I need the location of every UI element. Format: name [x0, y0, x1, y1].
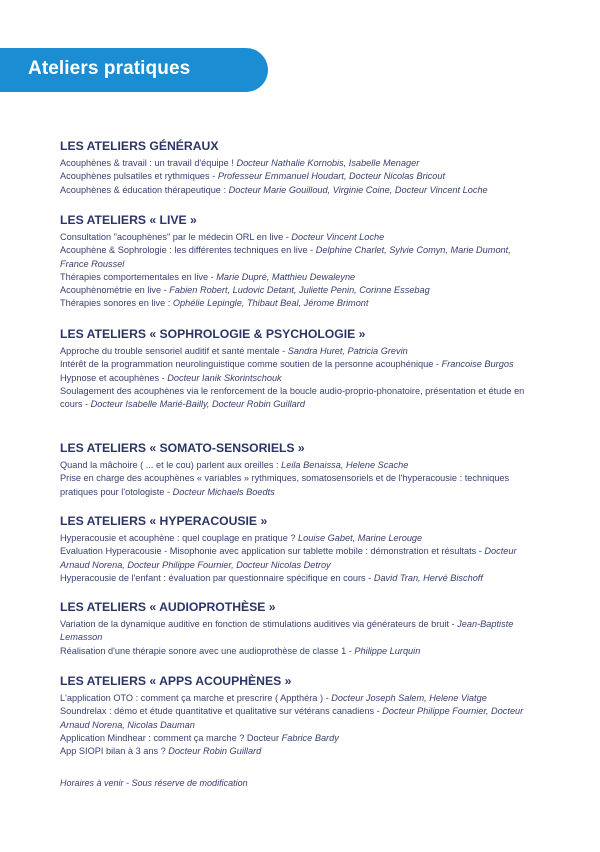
workshop-title: Acouphènes & travail : un travail d'équipe ! [60, 158, 237, 168]
section-title: LES ATELIERS « AUDIOPROTHÈSE » [60, 600, 276, 614]
workshop-item [60, 231, 530, 244]
workshop-title: Soulagement des acouphènes via le renforcement de la boucle audio-proprio-phonatoire, présentation et étude en cours - [60, 385, 525, 410]
workshop-item [60, 572, 530, 585]
workshop-speakers: Leila Benaissa, Helene Scache [281, 460, 409, 470]
workshop-speakers: Docteur Michaels Boedts [172, 486, 275, 497]
workshop-item [60, 459, 530, 472]
workshop-speakers: Docteur Arnaud Norena, Docteur Philippe Fournier, Docteur Nicolas Detroy [60, 546, 517, 570]
workshop-item [60, 157, 530, 170]
workshop-speakers: Docteur Joseph Salem, Helene Viatge [331, 693, 487, 703]
workshop-title: Thérapies sonores en live : [60, 298, 173, 309]
workshop-title: Application Mindhear : comment ça marche ? Docteur [60, 732, 282, 743]
workshop-section [60, 327, 530, 411]
workshop-speakers: Louise Gabet, Marine Lerouge [298, 533, 423, 543]
workshop-title: Variation de la dynamique auditive en fonction de stimulations auditives via générateurs de bruit - [60, 619, 458, 629]
section-title: LES ATELIERS « SOMATO-SENSORIELS » [60, 441, 305, 455]
workshop-speakers: Docteur Vincent Loche [291, 232, 385, 242]
workshop-speakers: Docteur Isabelle Marié-Bailly, Docteur Robin Guillard [90, 399, 305, 410]
section-title: LES ATELIERS « HYPERACOUSIE » [60, 514, 268, 528]
workshop-title: Soundrelax : démo et étude quantitative et qualitative sur vétérans canadiens - [60, 706, 383, 717]
workshop-speakers: Professeur Emmanuel Houdart, Docteur Nicolas Bricout [217, 171, 446, 182]
workshop-title: L'application OTO : comment ça marche et prescrire ( Appthéra ) - [60, 693, 332, 703]
workshop-title: Intérêt de la programmation neurolinguistique comme soutien de la personne acouphénique - [60, 359, 442, 370]
workshop-title: App SIOPI bilan à 3 ans ? [60, 746, 169, 757]
workshop-item [60, 732, 530, 745]
workshop-item [60, 385, 530, 412]
workshop-item [60, 532, 530, 545]
workshop-item [60, 297, 530, 310]
section-title: LES ATELIERS « SOPHROLOGIE & PSYCHOLOGIE » [60, 327, 366, 341]
workshop-item [60, 692, 530, 705]
workshop-section [60, 139, 530, 197]
workshop-speakers: Ophélie Lepingle, Thibaut Beal, Jérome Brimont [172, 298, 369, 309]
workshop-title: Thérapies comportementales en live - [60, 271, 217, 282]
workshop-speakers: Docteur Nathalie Kornobis, Isabelle Menager [236, 158, 420, 168]
workshop-title: Quand la mâchoire ( ... et le cou) parlent aux oreilles : [60, 460, 282, 470]
page-title: Ateliers pratiques [28, 58, 191, 79]
workshop-title: Approche du trouble sensoriel auditif et santé mentale - [60, 346, 288, 356]
workshop-speakers: Fabien Robert, Ludovic Detant, Juliette Penin, Corinne Essebag [169, 285, 430, 296]
workshop-item [60, 472, 530, 499]
workshop-speakers: David Tran, Hervé Bischoff [373, 572, 483, 583]
workshop-speakers: Docteur Philippe Fournier, Docteur Arnaud Norena, Nicolas Dauman [60, 706, 524, 730]
header-banner [0, 48, 268, 92]
section-title: LES ATELIERS « LIVE » [60, 213, 197, 227]
workshop-title: Acouphènométrie en live - [60, 285, 170, 296]
workshop-speakers: Delphine Charlet, Sylvie Comyn, Marie Dumont, France Roussel [60, 245, 511, 269]
workshop-speakers: Sandra Huret, Patricia Grevin [287, 346, 408, 356]
workshop-item [60, 545, 530, 572]
workshop-title: Consultation "acouphènes" par le médecin ORL en live - [60, 232, 292, 242]
workshop-speakers: Docteur Ianik Skorintschouk [167, 372, 282, 383]
workshop-item [60, 170, 530, 183]
workshop-title: Acouphène & Sophrologie : les différentes techniques en live - [60, 245, 316, 256]
workshop-item [60, 358, 530, 371]
workshop-speakers: Docteur Robin Guillard [168, 746, 262, 757]
workshop-title: Evaluation Hyperacousie - Misophonie avec application sur tablette mobile : démonstration et résultats - [60, 546, 485, 557]
workshop-title: Prise en charge des acouphènes « variables » rythmiques, somatosensoriels et de l'hyperacousie : techniques pratiques pour l'otologiste - [60, 473, 510, 497]
workshop-speakers: Fabrice Bardy [281, 732, 339, 743]
workshop-title: Réalisation d'une thérapie sonore avec une audioprothèse de classe 1 - [60, 645, 355, 656]
workshop-item [60, 705, 530, 732]
footer-note: Horaires à venir - Sous réserve de modification [60, 778, 248, 788]
workshop-speakers: Jean-Baptiste Lemasson [60, 619, 514, 643]
workshop-speakers: Marie Dupré, Matthieu Dewaleyne [216, 271, 356, 282]
workshop-item [60, 372, 530, 385]
workshop-section [60, 441, 530, 499]
workshop-item [60, 184, 530, 197]
workshop-item [60, 284, 530, 297]
workshop-title: Hypnose et acouphènes - [60, 372, 168, 383]
workshop-title: Acouphènes & éducation thérapeutique : [60, 184, 229, 195]
workshop-item [60, 618, 530, 645]
workshop-section [60, 514, 530, 585]
workshop-section [60, 600, 530, 658]
workshop-item [60, 645, 530, 658]
workshop-title: Hyperacousie et acouphène : quel couplage en pratique ? [60, 533, 299, 543]
workshop-item [60, 345, 530, 358]
workshop-speakers: Francoise Burgos [441, 359, 514, 370]
workshop-speakers: Philippe Lurquin [354, 645, 421, 656]
workshop-speakers: Docteur Marie Gouilloud, Virginie Coine, Docteur Vincent Loche [228, 184, 488, 195]
workshop-title: Hyperacousie de l'enfant : évaluation par questionnaire spécifique en cours - [60, 572, 374, 583]
workshop-item [60, 745, 530, 758]
workshop-item [60, 271, 530, 284]
workshop-section [60, 213, 530, 311]
workshop-title: Acouphènes pulsatiles et rythmiques - [60, 171, 218, 182]
section-title: LES ATELIERS GÉNÉRAUX [60, 139, 219, 153]
workshop-item [60, 244, 530, 271]
section-title: LES ATELIERS « APPS ACOUPHÈNES » [60, 674, 292, 688]
workshop-section [60, 674, 530, 758]
